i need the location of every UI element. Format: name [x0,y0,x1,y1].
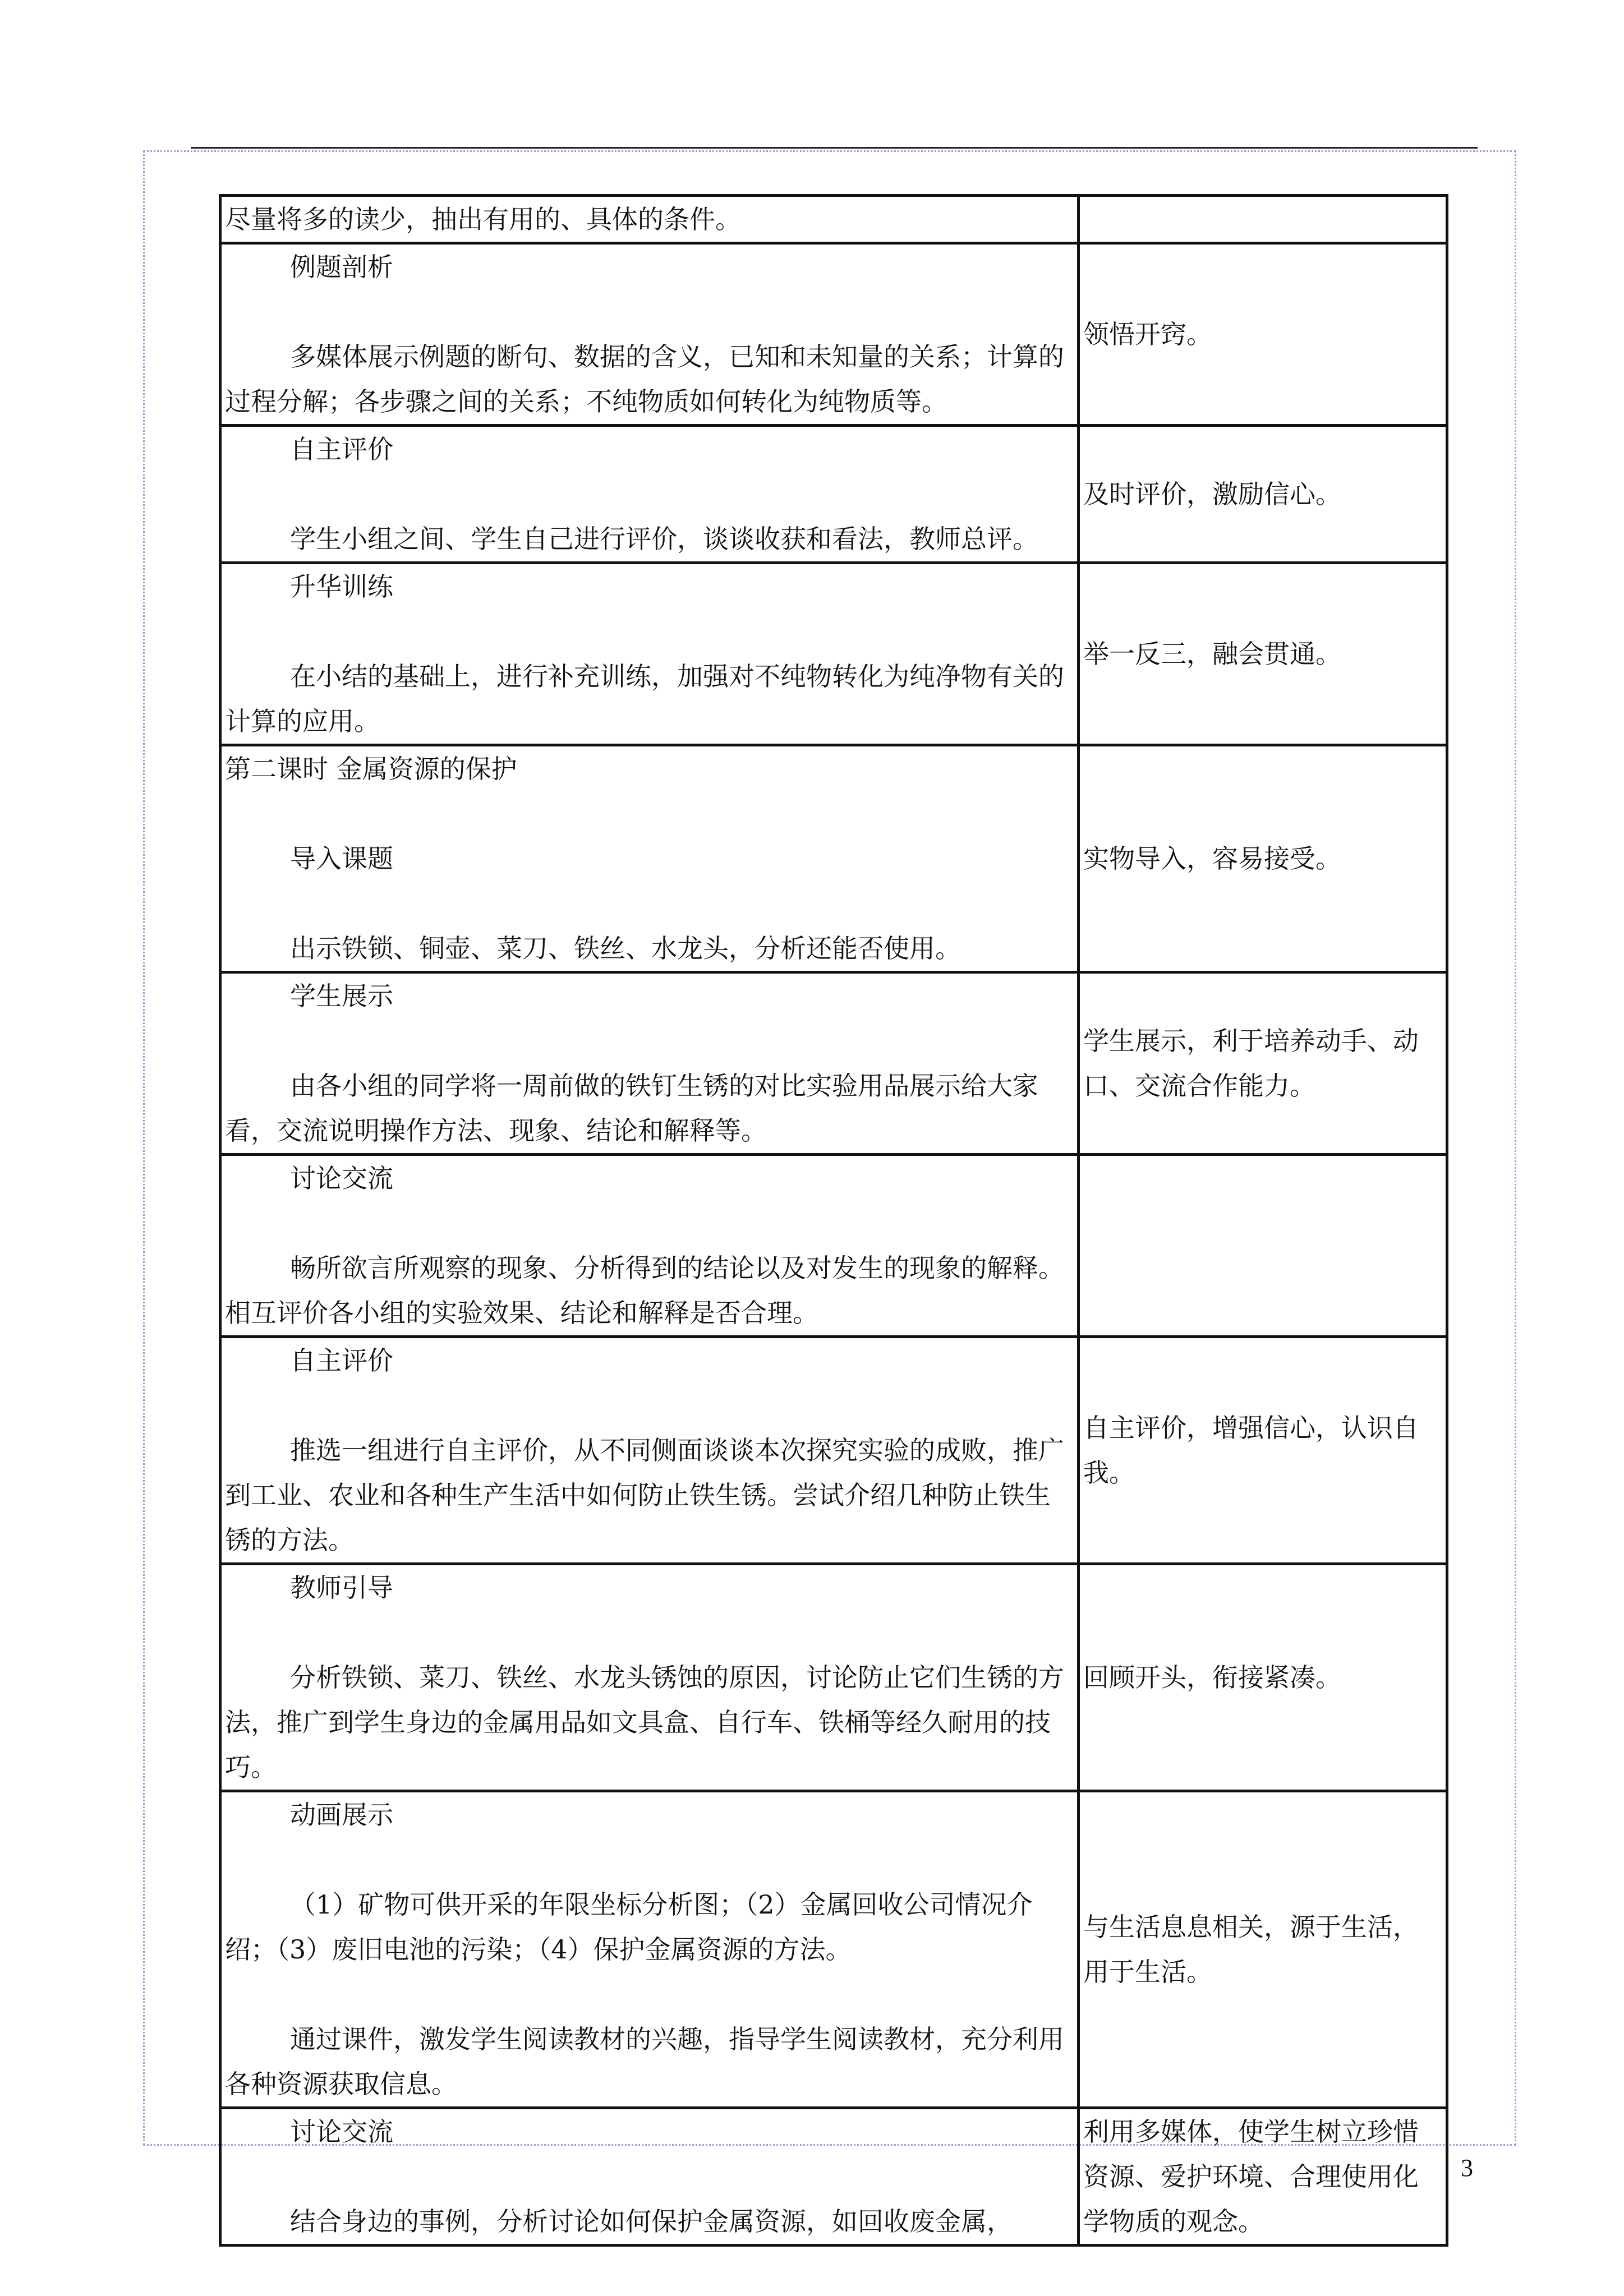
activity-cell [220,1791,1079,2108]
activity-title: 升华训练 [290,571,393,602]
activity-text: （1）矿物可供开采的年限坐标分析图；（2）金属回收公司情况介绍；（3）废旧电池的污染；（4）保护金属资源的方法。 [225,1889,1033,1965]
activity-cell [220,972,1079,1155]
activity-cell [220,2108,1079,2246]
lesson-heading: 第二课时 金属资源的保护 [225,754,517,784]
activity-text: 尽量将多的读少，抽出有用的、具体的条件。 [225,204,741,234]
page-number: 3 [1461,2154,1473,2182]
activity-text: 由各小组的同学将一周前做的铁钉生锈的对比实验用品展示给大家看，交流说明操作方法、现象、结论和解释等。 [225,1071,1038,1146]
activity-text: 出示铁锁、铜壶、菜刀、铁丝、水龙头，分析还能否使用。 [290,933,961,963]
activity-cell [220,196,1079,243]
intent-cell [1079,745,1447,972]
activity-text: 学生小组之间、学生自己进行评价，谈谈收获和看法，教师总评。 [290,524,1038,554]
activity-text: 在小结的基础上，进行补充训练，加强对不纯物转化为纯净物有关的计算的应用。 [225,661,1064,736]
activity-text: 分析铁锁、菜刀、铁丝、水龙头锈蚀的原因，讨论防止它们生锈的方法，推广到学生身边的金属用品如文具盒、自行车、铁桶等经久耐用的技巧。 [225,1662,1064,1782]
activity-cell [220,426,1079,563]
activity-text: 通过课件，激发学生阅读教材的兴趣，指导学生阅读教材，充分利用各种资源获取信息。 [225,2024,1064,2099]
table-row [220,196,1447,243]
table-row [220,745,1447,972]
table-row [220,2108,1447,2246]
intent-text: 与生活息息相关，源于生活，用于生活。 [1083,1912,1419,1987]
intent-cell [1079,563,1447,745]
activity-text: 推选一组进行自主评价，从不同侧面谈谈本次探究实验的成败，推广到工业、农业和各种生产生活中如何防止铁生锈。尝试介绍几种防止铁生锈的方法。 [225,1435,1064,1555]
intent-text: 举一反三，融会贯通。 [1083,639,1341,669]
intent-text: 及时评价，激励信心。 [1083,479,1341,509]
intent-text: 领悟开窍。 [1083,319,1212,349]
intent-text: 回顾开头，衔接紧凑。 [1083,1662,1341,1693]
activity-cell [220,563,1079,745]
intent-cell [1079,1337,1447,1564]
intent-cell [1079,426,1447,563]
activity-title: 自主评价 [290,1345,393,1376]
activity-text: 结合身边的事例，分析讨论如何保护金属资源，如回收废金属， [290,2206,1013,2237]
activity-cell [220,745,1079,972]
activity-text: 多媒体展示例题的断句、数据的含义，已知和未知量的关系；计算的过程分解；各步骤之间的关系；不纯物质如何转化为纯物质等。 [225,342,1064,417]
activity-title: 例题剖析 [290,252,393,282]
activity-cell [220,1337,1079,1564]
activity-title: 导入课题 [290,843,393,874]
activity-cell [220,243,1079,426]
intent-cell [1079,243,1447,426]
table-row [220,1564,1447,1791]
intent-cell [1079,1791,1447,2108]
table-row [220,1337,1447,1564]
activity-text: 畅所欲言所观察的现象、分析得到的结论以及对发生的现象的解释。相互评价各小组的实验效果、结论和解释是否合理。 [225,1253,1064,1328]
intent-cell [1079,1564,1447,1791]
activity-title: 自主评价 [290,434,393,464]
activity-cell [220,1155,1079,1337]
intent-cell [1079,1155,1447,1337]
table-row [220,1155,1447,1337]
lesson-plan-table [219,194,1448,2247]
table-row [220,563,1447,745]
table-row [220,426,1447,563]
activity-cell [220,1564,1079,1791]
intent-text: 自主评价，增强信心，认识自我。 [1083,1413,1419,1488]
table-row [220,972,1447,1155]
intent-text: 实物导入，容易接受。 [1083,843,1341,874]
activity-title: 讨论交流 [290,2117,393,2147]
table-row [220,243,1447,426]
intent-cell [1079,2108,1447,2246]
intent-text: 学生展示，利于培养动手、动口、交流合作能力。 [1083,1026,1419,1101]
intent-cell [1079,972,1447,1155]
intent-text: 利用多媒体，使学生树立珍惜资源、爱护环境、合理使用化学物质的观念。 [1083,2117,1419,2237]
table-row [220,1791,1447,2108]
header-rule [191,147,1478,149]
activity-title: 讨论交流 [290,1163,393,1193]
activity-title: 教师引导 [290,1573,393,1603]
activity-title: 动画展示 [290,1800,393,1830]
intent-cell [1079,196,1447,243]
activity-title: 学生展示 [290,981,393,1011]
